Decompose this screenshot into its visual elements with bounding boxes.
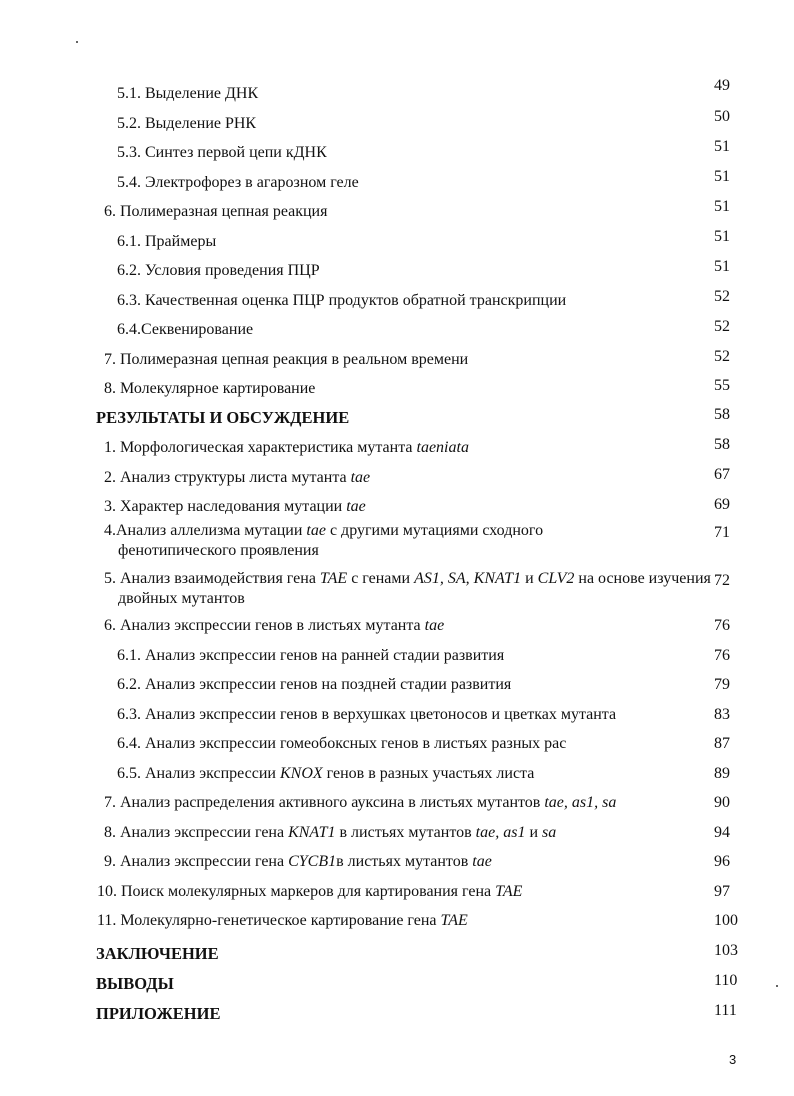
toc-entry-title: ВЫВОДЫ	[96, 974, 174, 993]
toc-entry-title: 7. Анализ распределения активного ауксина в листьях мутантов tae, as1, sa	[104, 794, 617, 811]
toc-entry-title: 5.1. Выделение ДНК	[117, 85, 259, 102]
toc-entry-page: 90	[714, 794, 730, 811]
toc-entry-page: 58	[714, 406, 730, 423]
scan-speck	[776, 985, 778, 987]
toc-entry-title: 6.2. Анализ экспрессии генов на поздней стадии развития	[117, 676, 512, 693]
toc-entry-page: 72	[714, 572, 730, 589]
toc-entry-title: 6. Полимеразная цепная реакция	[104, 203, 328, 220]
toc-entry-title: 3. Характер наследования мутации tae	[104, 498, 366, 515]
toc-entry-title: 1. Морфологическая характеристика мутанта taeniata	[104, 439, 469, 456]
toc-entry-page: 111	[714, 1002, 737, 1019]
toc-entry-page: 50	[714, 108, 730, 125]
toc-entry-title: 5.3. Синтез первой цепи кДНК	[117, 144, 327, 161]
toc-entry-title: 9. Анализ экспрессии гена CYCB1в листьях мутантов tae	[104, 853, 492, 870]
toc-entry-page: 96	[714, 853, 730, 870]
toc-entry-page: 51	[714, 138, 730, 155]
toc-entry-page: 52	[714, 288, 730, 305]
toc-entry-title: 6.3. Анализ экспрессии генов в верхушках цветоносов и цветках мутанта	[117, 706, 617, 723]
toc-entry-title: 8. Молекулярное картирование	[104, 380, 316, 397]
toc-entry-page: 51	[714, 168, 730, 185]
toc-entry-page: 87	[714, 735, 730, 752]
toc-entry-page: 67	[714, 466, 730, 483]
toc-entry-title: 6.4. Анализ экспрессии гомеобоксных генов в листьях разных рас	[117, 735, 567, 752]
toc-entry-title: 6. Анализ экспрессии генов в листьях мутанта tae	[104, 617, 445, 634]
toc-entry-page: 97	[714, 883, 730, 900]
scan-speck	[76, 41, 78, 43]
toc-entry-title: 10. Поиск молекулярных маркеров для картирования гена TAE	[97, 883, 523, 900]
toc-entry-title: 6.4.Секвенирование	[117, 321, 254, 338]
toc-entry-page: 71	[714, 524, 730, 541]
toc-entry-page: 100	[714, 912, 738, 929]
toc-entry-page: 69	[714, 496, 730, 513]
toc-entry-page: 79	[714, 676, 730, 693]
toc-entry-title: 8. Анализ экспрессии гена KNAT1 в листьях мутантов tae, as1 и sa	[104, 824, 557, 841]
toc-entry-page: 58	[714, 436, 730, 453]
toc-entry-page: 103	[714, 942, 738, 959]
toc-entry-page: 55	[714, 377, 730, 394]
toc-entry-page: 51	[714, 198, 730, 215]
toc-entry-page: 49	[714, 77, 730, 94]
toc-entry-title: 6.3. Качественная оценка ПЦР продуктов обратной транскрипции	[117, 292, 567, 309]
toc-entry-page: 51	[714, 258, 730, 275]
toc-entry-title: ПРИЛОЖЕНИЕ	[96, 1004, 221, 1023]
toc-entry-title: 6.2. Условия проведения ПЦР	[117, 262, 320, 279]
toc-entry-page: 83	[714, 706, 730, 723]
toc-entry-page: 51	[714, 228, 730, 245]
toc-entry-title: ЗАКЛЮЧЕНИЕ	[96, 944, 219, 963]
toc-entry-title: 6.1. Анализ экспрессии генов на ранней стадии развития	[117, 647, 505, 664]
toc-entry-page: 89	[714, 765, 730, 782]
toc-entry-title: 2. Анализ структуры листа мутанта tae	[104, 469, 371, 486]
toc-entry-page: 94	[714, 824, 730, 841]
toc-entry-page: 76	[714, 617, 730, 634]
toc-entry-title: 4.Анализ аллелизма мутации tae с другими мутациями сходного фенотипического проявления	[104, 522, 544, 559]
toc-entry-page: 52	[714, 318, 730, 335]
toc-entry-title: 7. Полимеразная цепная реакция в реальном времени	[104, 351, 469, 368]
toc-entry-title: 5.4. Электрофорез в агарозном геле	[117, 174, 359, 191]
toc-entry-title: 5.2. Выделение РНК	[117, 115, 257, 132]
toc-entry-title: 11. Молекулярно-генетическое картирование гена TAE	[97, 912, 468, 929]
toc-entry-title: 5. Анализ взаимодействия гена TAE с генами AS1, SA, KNAT1 и CLV2 на основе изучения двойных мутантов	[104, 570, 711, 607]
toc-entry-title: 6.1. Праймеры	[117, 233, 217, 250]
toc-entry-title: РЕЗУЛЬТАТЫ И ОБСУЖДЕНИЕ	[96, 408, 350, 427]
page-number: 3	[729, 1052, 737, 1067]
toc-entry-page: 76	[714, 647, 730, 664]
toc-entry-title: 6.5. Анализ экспрессии KNOX генов в разных участьях листа	[117, 765, 535, 782]
toc-entry-page: 110	[714, 972, 738, 989]
toc-entry-page: 52	[714, 348, 730, 365]
